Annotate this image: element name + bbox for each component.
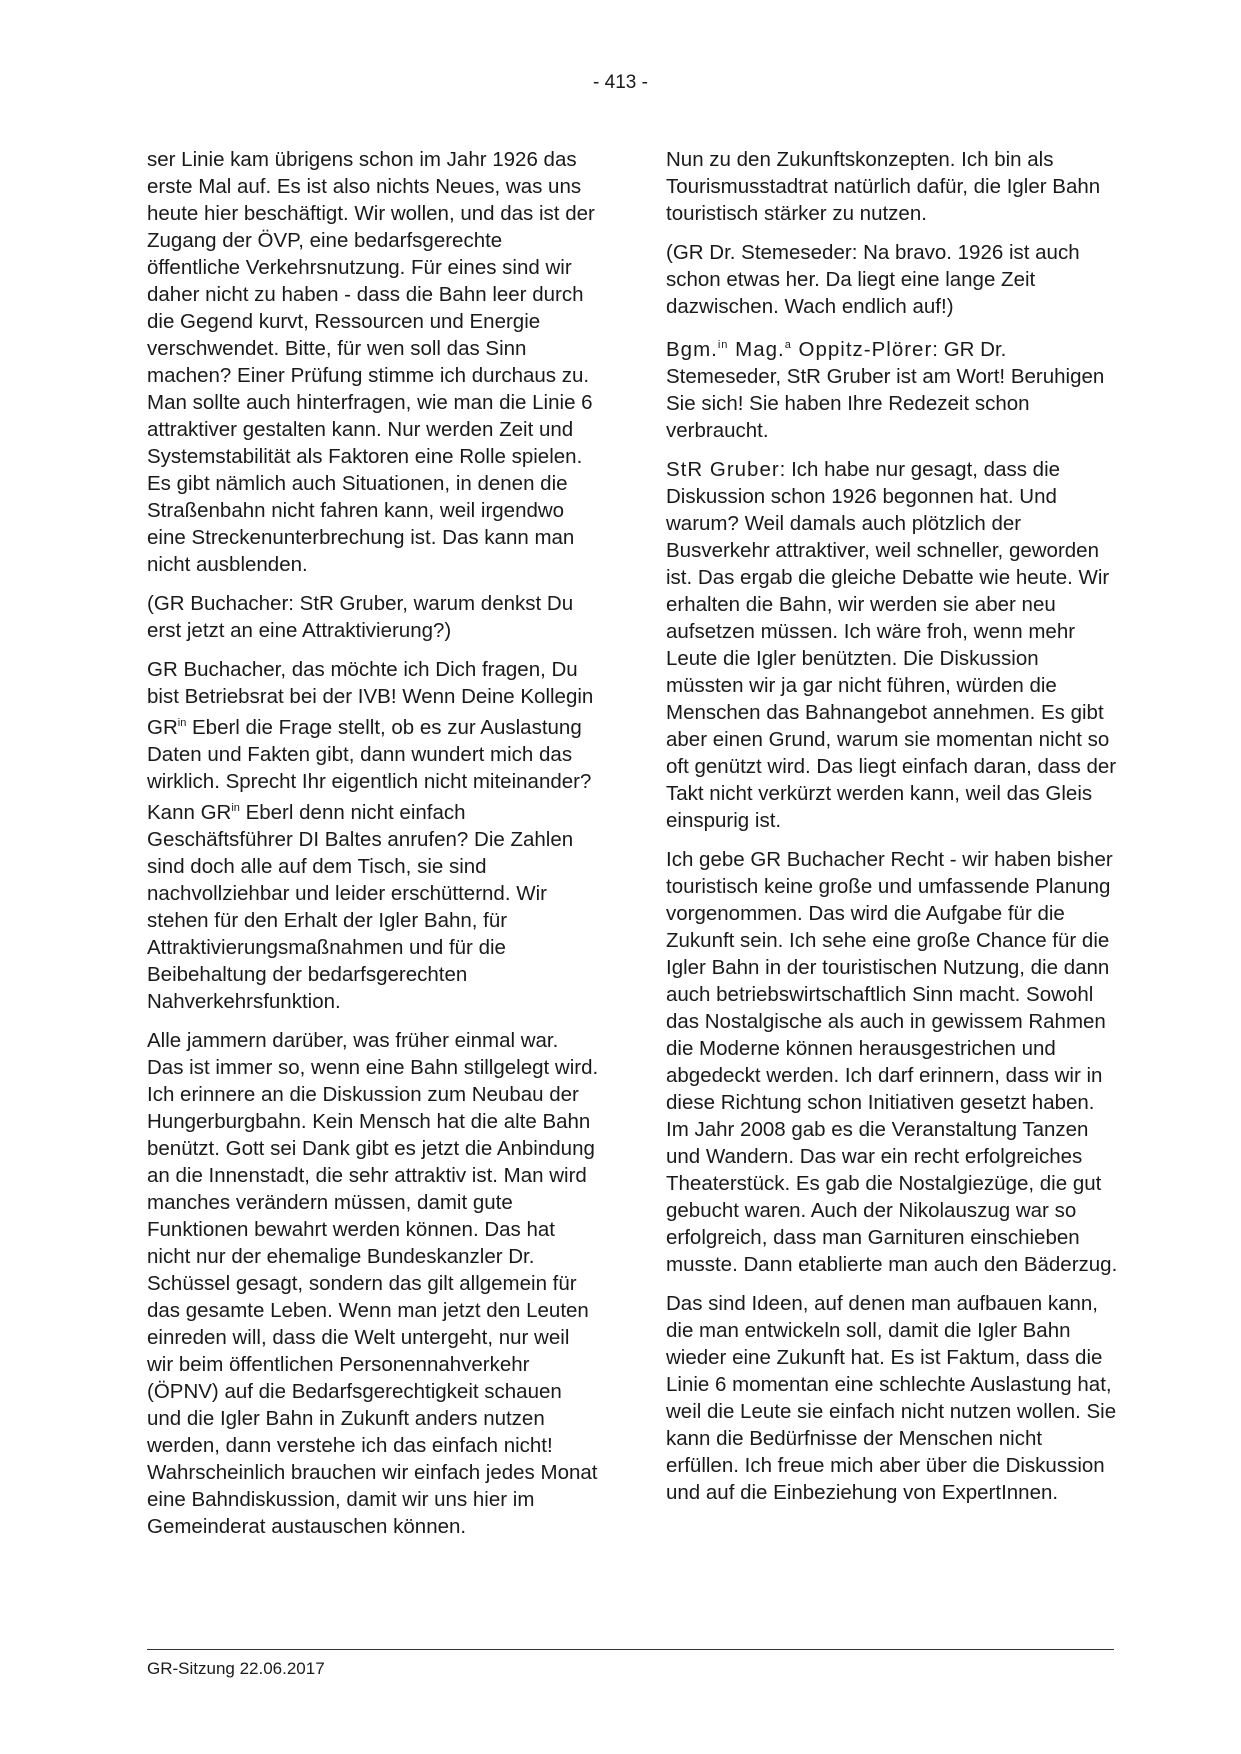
footer-text: GR-Sitzung 22.06.2017	[147, 1659, 325, 1678]
text: : GR Dr. Stemeseder, StR Gruber ist am Wort! Beruhigen Sie sich! Sie haben Ihre Redezeit schon verbraucht.	[666, 337, 1105, 442]
speaker-name: StR Gruber	[666, 457, 780, 481]
text: : Ich habe nur gesagt, dass die Diskussion schon 1926 begonnen hat. Und warum? Weil damals auch plötzlich der Busverkehr attraktiver, weil schneller, geworden ist. Das ergab die gleiche Debatte wie heute. Wir erhalten die Bahn, wir werden sie aber neu aufsetzen müssen. Ich wäre froh, wenn mehr Leute die Igler benützten. Die Diskussion müssten wir ja gar nicht führen, würden die Menschen das Bahnangebot annehmen. Es gibt aber einen Grund, warum sie momentan nicht so oft genützt wird. Das liegt einfach daran, dass der Takt nicht verkürzt werden kann, weil das Gleis einspurig ist.	[666, 457, 1117, 832]
speaker-title: Bgm.	[666, 337, 718, 361]
speaker-surname: Oppitz-Plörer	[791, 337, 933, 361]
interjection: (GR Dr. Stemeseder: Na bravo. 1926 ist auch schon etwas her. Da liegt eine lange Zeit dazwischen. Wach endlich auf!)	[666, 241, 1080, 318]
footer-divider	[147, 1649, 1114, 1650]
speaker-title: Mag.	[728, 337, 785, 361]
interjection: (GR Buchacher: StR Gruber, warum denkst Du erst jetzt an eine Attraktivierung?)	[147, 592, 574, 642]
text: GR Buchacher, das möchte ich Dich fragen, Du bist Betriebsrat bei der IVB! Wenn Deine Kollegin GR	[147, 658, 594, 739]
paragraph: Alle jammern darüber, was früher einmal war. Das ist immer so, wenn eine Bahn stillgelegt wird. Ich erinnere an die Diskussion zum Neubau der Hungerburgbahn. Kein Mensch hat die alte Bahn benützt. Gott sei Dank gibt es jetzt die Anbindung an die Innenstadt, die sehr attraktiv ist. Man wird manches verändern müssen, damit gute Funktionen bewahrt werden können. Das hat nicht nur der ehemalige Bundeskanzler Dr. Schüssel gesagt, sondern das gilt allgemein für das gesamte Leben. Wenn man jetzt den Leuten einreden will, dass die Welt untergeht, nur weil wir beim öffentlichen Personennahverkehr (ÖPNV) auf die Bedarfsgerechtigkeit schauen und die Igler Bahn in Zukunft anders nutzen werden, dann verstehe ich das einfach nicht! Wahrscheinlich brauchen wir einfach jedes Monat eine Bahndiskussion, damit wir uns hier im Gemeinderat austauschen können.	[147, 1028, 599, 1538]
paragraph	[666, 456, 1118, 834]
paragraph	[666, 332, 1118, 444]
superscript: in	[231, 801, 240, 814]
superscript: in	[717, 339, 729, 351]
superscript: a	[784, 339, 792, 351]
page-number: - 413 -	[593, 72, 648, 93]
left-column	[147, 146, 599, 1552]
paragraph: Ich gebe GR Buchacher Recht - wir haben bisher touristisch keine große und umfassende Planung vorgenommen. Das wird die Aufgabe für die Zukunft sein. Ich sehe eine große Chance für die Igler Bahn in der touristischen Nutzung, die dann auch betriebswirtschaftlich Sinn macht. Sowohl das Nostalgische als auch in gewissem Rahmen die Moderne können herausgestrichen und abgedeckt werden. Ich darf erinnern, dass wir in diese Richtung schon Initiativen gesetzt haben. Im Jahr 2008 gab es die Veranstaltung Tanzen und Wandern. Das war ein recht erfolgreiches Theaterstück. Es gab die Nostalgiezüge, die gut gebucht waren. Auch der Nikolauszug war so erfolgreich, dass man Garnituren einschieben musste. Dann etablierte man auch den Bäderzug.	[666, 847, 1118, 1276]
right-column	[666, 146, 1118, 1518]
text: Eberl denn nicht einfach Geschäftsführer DI Baltes anrufen? Die Zahlen sind doch alle auf dem Tisch, sie sind nachvollziehbar und leider erschütternd. Wir stehen für den Erhalt der Igler Bahn, für Attraktivierungsmaßnahmen und für die Beibehaltung der bedarfsgerechten Nahverkehrsfunktion.	[147, 800, 574, 1013]
superscript: in	[177, 717, 187, 729]
paragraph: ser Linie kam übrigens schon im Jahr 1926 das erste Mal auf. Es ist also nichts Neues, was uns heute hier beschäftigt. Wir wollen, und das ist der Zugang der ÖVP, eine bedarfsgerechte öffentliche Verkehrsnutzung. Für eines sind wir daher nicht zu haben - dass die Bahn leer durch die Gegend kurvt, Ressourcen und Energie verschwendet. Bitte, für wen soll das Sinn machen? Einer Prüfung stimme ich durchaus zu. Man sollte auch hinterfragen, wie man die Linie 6 attraktiver gestalten kann. Nur werden Zeit und Systemstabilität als Faktoren eine Rolle spielen. Es gibt nämlich auch Situationen, in denen die Straßenbahn nicht fahren kann, weil irgendwo eine Streckenunterbrechung ist. Das kann man nicht ausblenden.	[147, 148, 595, 576]
paragraph: Nun zu den Zukunftskonzepten. Ich bin als Tourismusstadtrat natürlich dafür, die Igler Bahn touristisch stärker zu nutzen.	[666, 148, 1101, 225]
paragraph	[147, 656, 599, 1015]
speaker-name	[666, 338, 932, 361]
paragraph: Das sind Ideen, auf denen man aufbauen kann, die man entwickeln soll, damit die Igler Bahn wieder eine Zukunft hat. Es ist Faktum, dass die Linie 6 momentan eine schlechte Auslastung hat, weil die Leute sie einfach nicht nutzen wollen. Sie kann die Bedürfnisse der Menschen nicht erfüllen. Ich freue mich aber über die Diskussion und auf die Einbeziehung von ExpertInnen.	[666, 1291, 1117, 1504]
text: Eberl die Frage stellt, ob es zur Auslastung Daten und Fakten gibt, dann wundert mich das wirklich. Sprecht Ihr eigentlich nicht miteinander? Kann GR	[147, 715, 592, 824]
